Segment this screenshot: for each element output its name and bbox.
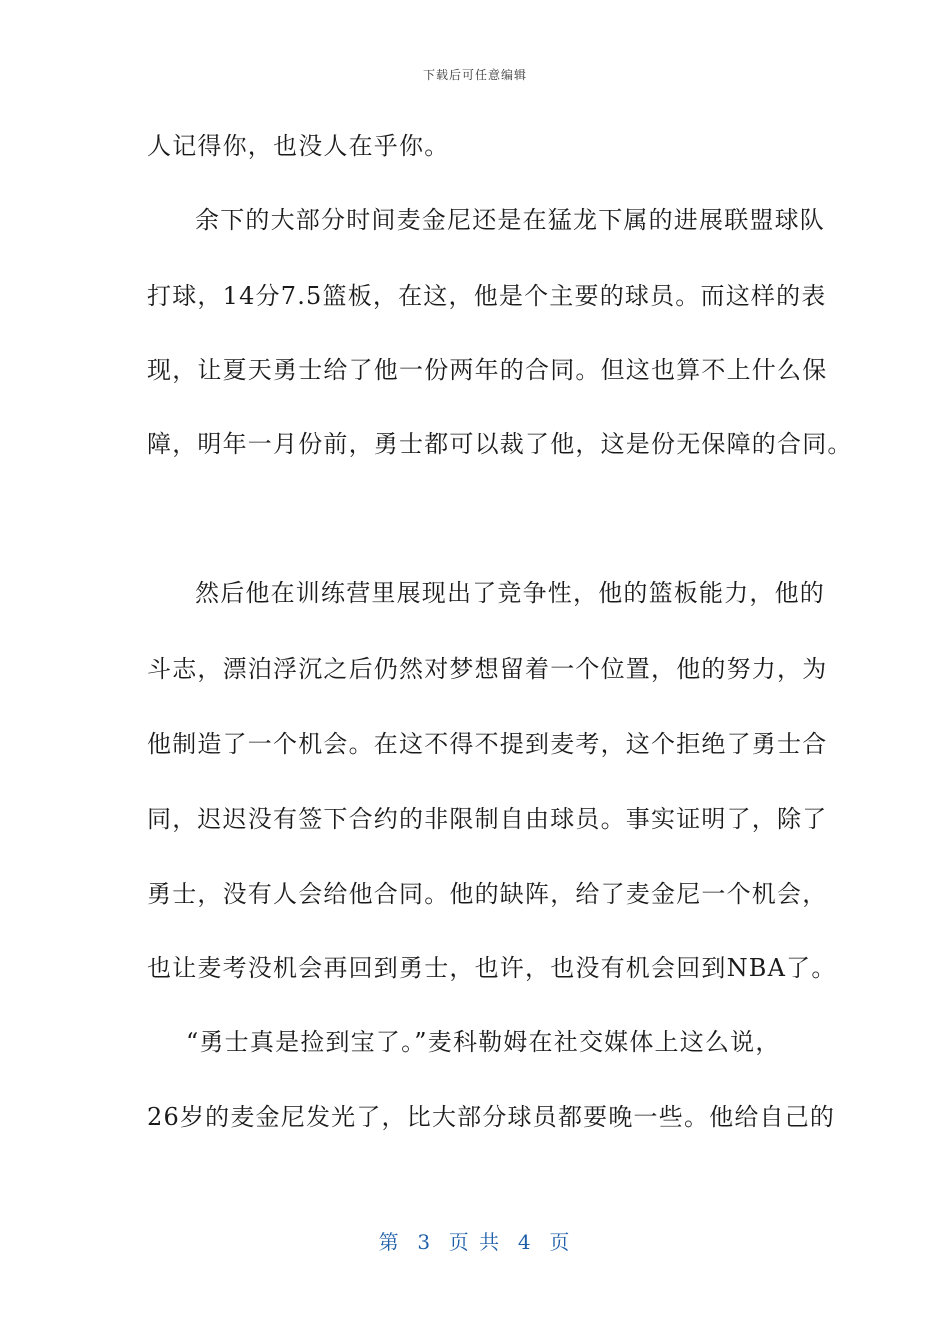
- text-line: 然后他在训练营里展现出了竞争性，他的篮板能力，他的: [195, 579, 825, 607]
- text-line: 也让麦考没机会再回到勇士，也许，也没有机会回到NBA了。: [147, 954, 837, 982]
- text-line: “勇士真是捡到宝了。”麦科勒姆在社交媒体上这么说，: [186, 1028, 781, 1056]
- text-line: 斗志，漂泊浮沉之后仍然对梦想留着一个位置，他的努力，为: [147, 655, 828, 683]
- text-line: 勇士，没有人会给他合同。他的缺阵，给了麦金尼一个机会，: [147, 880, 828, 908]
- text-line: 现，让夏天勇士给了他一份两年的合同。但这也算不上什么保: [147, 356, 828, 384]
- text-line: 26岁的麦金尼发光了，比大部分球员都要晚一些。他给自己的: [147, 1103, 836, 1131]
- page-number-footer: 第 3 页 共 4 页: [378, 1230, 572, 1254]
- text-line: 余下的大部分时间麦金尼还是在猛龙下属的进展联盟球队: [195, 206, 825, 234]
- text-line: 人记得你，也没人在乎你。: [147, 132, 450, 160]
- header-note: 下载后可任意编辑: [422, 68, 527, 82]
- text-line: 同，迟迟没有签下合约的非限制自由球员。事实证明了，除了: [147, 805, 828, 833]
- text-line: 打球，14分7.5篮板，在这，他是个主要的球员。而这样的表: [147, 282, 827, 310]
- text-line: 他制造了一个机会。在这不得不提到麦考，这个拒绝了勇士合: [147, 730, 828, 758]
- text-line: 障，明年一月份前，勇士都可以裁了他，这是份无保障的合同。: [147, 430, 853, 458]
